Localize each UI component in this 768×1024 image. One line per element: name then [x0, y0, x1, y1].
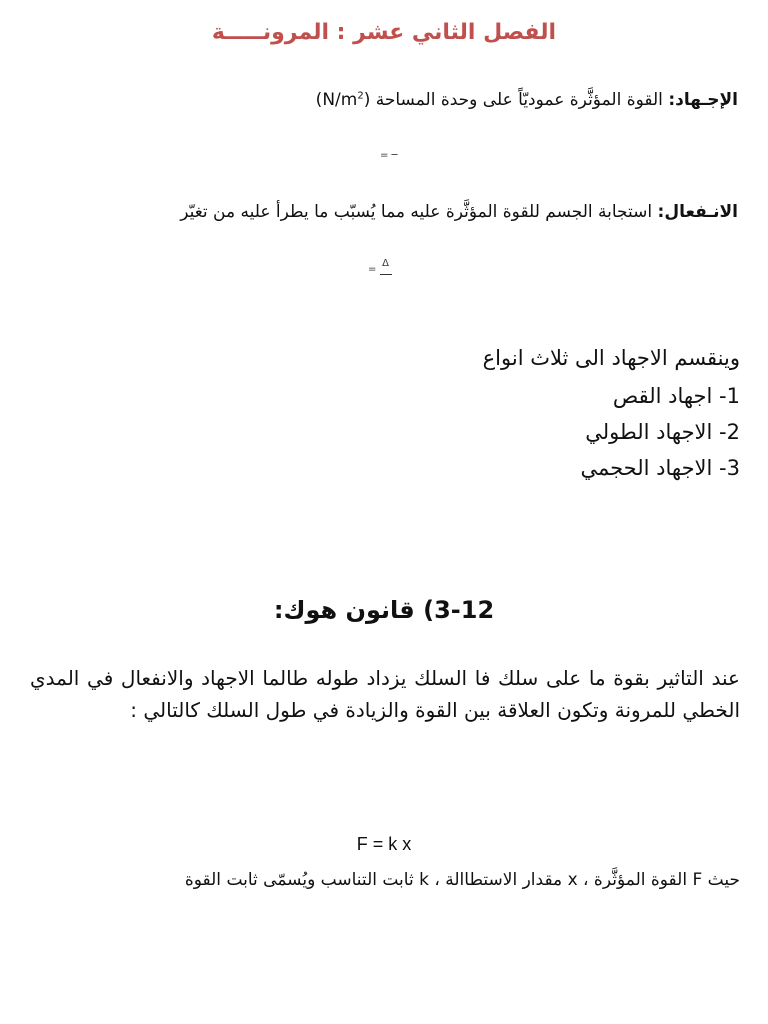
strain-formula-equals: =	[368, 264, 377, 275]
chapter-title: الفصل الثاني عشر : المرونـــــة	[211, 20, 557, 45]
stress-type-item-2: 2- الاجهاد الطولي	[585, 420, 740, 444]
strain-formula-numerator: Δ	[382, 258, 389, 269]
hooke-law-title: 3-12) قانون هوك:	[273, 596, 495, 624]
strain-formula	[368, 258, 392, 280]
equation-legend: حيث F القوة المؤثَّرة ، x مقدار الاستطاالة ، k ثابت التناسب ويُسمّى ثابت القوة	[184, 870, 740, 890]
stress-definition	[316, 90, 738, 110]
stress-label: الإجـهاد:	[668, 90, 738, 110]
stress-unit-close: )	[315, 90, 323, 110]
strain-definition	[180, 202, 738, 222]
stress-type-item-1: 1- اجهاد القص	[612, 384, 740, 408]
strain-formula-fraction	[380, 258, 392, 280]
hooke-law-paragraph: عند التاثير بقوة ما على سلك فا السلك يزداد طوله طالما الاجهاد والانفعال في المدي الخطي للمرونة وتكون العلاقة بين القوة والزيادة في طول السلك كالتالي :	[30, 666, 740, 722]
stress-type-item-3: 3- الاجهاد الحجمي	[580, 456, 740, 480]
strain-text: استجابة الجسم للقوة المؤثَّرة عليه مما يُسبّب ما يطرأ عليه من تغيّر	[180, 202, 658, 222]
stress-unit-exponent: 2	[357, 90, 364, 102]
strain-label: الانـفعال:	[657, 202, 738, 222]
stress-formula: = ─	[380, 150, 398, 161]
stress-types-intro: وينقسم الاجهاد الى ثلاث انواع	[482, 346, 740, 370]
stress-text: القوة المؤثَّرة عموديّاً على وحدة المساحة (N/m	[322, 90, 669, 110]
hooke-equation: F = k x	[356, 834, 412, 854]
strain-formula-bar	[380, 274, 392, 275]
